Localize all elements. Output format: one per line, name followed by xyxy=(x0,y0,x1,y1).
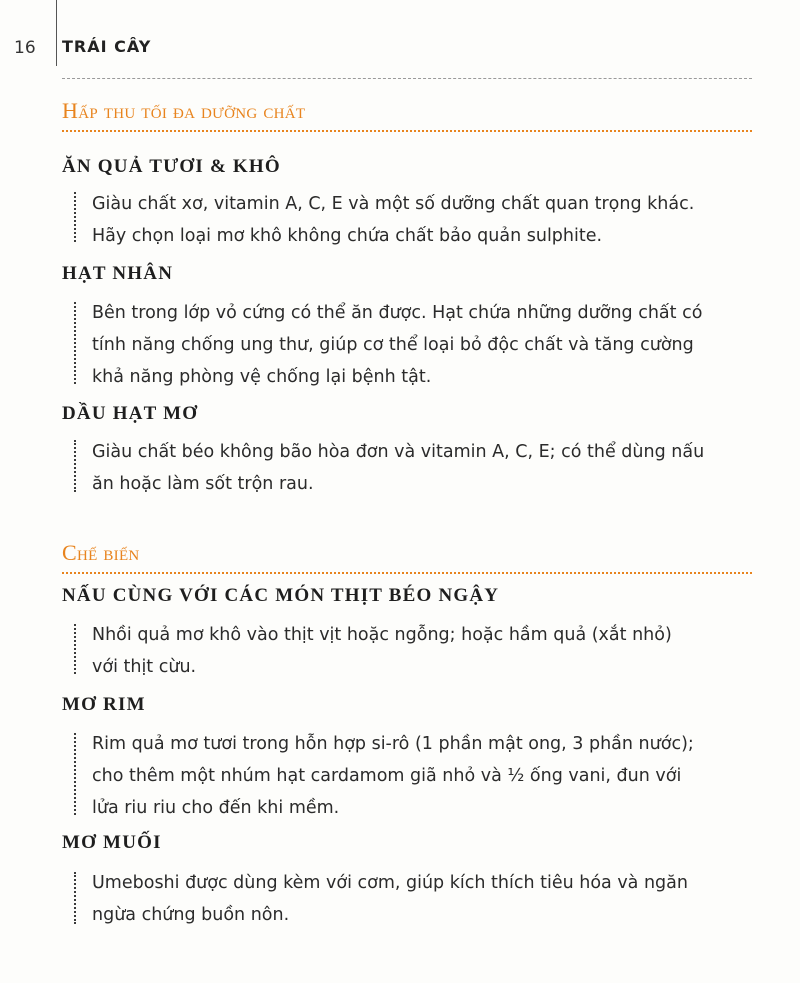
text-line: ngừa chứng buồn nôn. xyxy=(92,905,290,925)
subheading-salted-apricot: MƠ MUỐI xyxy=(62,832,162,853)
text-line: với thịt cừu. xyxy=(92,657,197,677)
section-divider xyxy=(62,130,752,132)
dotted-marker xyxy=(74,872,76,924)
dotted-marker xyxy=(74,302,76,384)
subheading-kernel: HẠT NHÂN xyxy=(62,263,174,284)
paragraph-salted-apricot xyxy=(92,867,762,931)
text-line: Umeboshi được dùng kèm với cơm, giúp kích thích tiêu hóa và ngăn xyxy=(92,873,688,893)
subheading-apricot-oil: DẦU HẠT MƠ xyxy=(62,403,199,424)
section-title-preparation: Chế biến xyxy=(62,540,140,565)
page-number: 16 xyxy=(14,38,36,58)
text-line: Hãy chọn loại mơ khô không chứa chất bảo quản sulphite. xyxy=(92,226,603,246)
subheading-with-meat: NẤU CÙNG VỚI CÁC MÓN THỊT BÉO NGẬY xyxy=(62,585,500,606)
header-vertical-rule xyxy=(56,0,57,66)
paragraph-apricot-oil xyxy=(92,436,762,500)
paragraph-fresh-dried xyxy=(92,188,762,252)
section-divider xyxy=(62,572,752,574)
text-line: khả năng phòng vệ chống lại bệnh tật. xyxy=(92,367,432,387)
subheading-poached-apricot: MƠ RIM xyxy=(62,694,146,715)
text-line: cho thêm một nhúm hạt cardamom giã nhỏ và ½ ống vani, đun với xyxy=(92,766,682,786)
text-line: Giàu chất xơ, vitamin A, C, E và một số dưỡng chất quan trọng khác. xyxy=(92,194,695,214)
text-line: Nhồi quả mơ khô vào thịt vịt hoặc ngỗng; hoặc hầm quả (xắt nhỏ) xyxy=(92,625,672,645)
section-title-nutrition: Hấp thu tối đa dưỡng chất xyxy=(62,98,306,123)
paragraph-poached-apricot xyxy=(92,728,762,824)
header-rule xyxy=(62,78,752,79)
text-line: Bên trong lớp vỏ cứng có thể ăn được. Hạt chứa những dưỡng chất có xyxy=(92,303,703,323)
paragraph-with-meat xyxy=(92,619,762,683)
dotted-marker xyxy=(74,192,76,242)
dotted-marker xyxy=(74,733,76,815)
running-title: TRÁI CÂY xyxy=(62,37,152,56)
subheading-fresh-dried: ĂN QUẢ TƯƠI & KHÔ xyxy=(62,156,281,177)
paragraph-kernel xyxy=(92,297,762,393)
dotted-marker xyxy=(74,624,76,674)
text-line: tính năng chống ung thư, giúp cơ thể loại bỏ độc chất và tăng cường xyxy=(92,335,694,355)
text-line: Rim quả mơ tươi trong hỗn hợp si-rô (1 phần mật ong, 3 phần nước); xyxy=(92,734,694,754)
text-line: ăn hoặc làm sốt trộn rau. xyxy=(92,474,314,494)
text-line: lửa riu riu cho đến khi mềm. xyxy=(92,798,340,818)
text-line: Giàu chất béo không bão hòa đơn và vitamin A, C, E; có thể dùng nấu xyxy=(92,442,705,462)
dotted-marker xyxy=(74,440,76,492)
